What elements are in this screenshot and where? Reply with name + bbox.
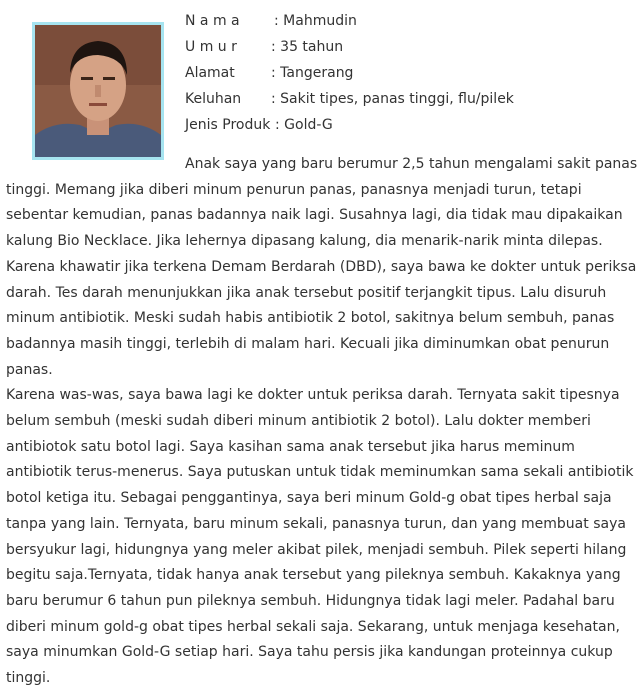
story-paragraph-1-body: tinggi. Memang jika diberi minum penurun panas, panasnya menjadi turun, tetapi sebentar kemudian, panas badannya naik lagi. Susahnya lagi, dia tidak mau dipakaikan kalung Bio Necklace. Jika lehernya dipasang kalung, dia menarik-narik minta dilepas. Karena khawatir jika terkena Demam Berdarah (DBD), saya bawa ke dokter untuk periksa darah. Tes darah menunjukkan jika anak tersebut positif terjangkit tipus. Lalu disuruh minum antibiotik. Meski sudah habis antibiotik 2 botol, sakitnya belum sembuh, panas badannya masih tinggi, terlebih di malam hari. Kecuali jika diminumkan obat penurun panas. <box>6 181 637 378</box>
portrait-image <box>35 25 161 157</box>
product-value: : Gold-G <box>275 117 333 133</box>
story-paragraph-1-opening: Anak saya yang baru berumur 2,5 tahun mengalami sakit panas <box>185 156 638 172</box>
name-label: N a m a <box>185 13 240 29</box>
address-value: : Tangerang <box>271 65 354 81</box>
testimonial-story <box>6 152 638 692</box>
complaint-label: Keluhan <box>185 91 242 107</box>
story-paragraph-2: Karena was-was, saya bawa lagi ke dokter untuk periksa darah. Ternyata sakit tipesnya belum sembuh (meski sudah diberi minum antibiotik 2 botol). Lalu dokter memberi antibiotok satu botol lagi. Saya kasihan sama anak tersebut jika harus meminum antibiotik terus-menerus. Saya putuskan untuk tidak meminumkan sama sekali antibiotik botol ketiga itu. Sebagai penggantinya, saya beri minum Gold-g obat tipes herbal saja tanpa yang lain. Ternyata, baru minum sekali, panasnya turun, dan yang membuat saya bersyukur lagi, hidungnya yang meler akibat pilek, menjadi sembuh. Pilek seperti hilang begitu saja.Ternyata, tidak hanya anak tersebut yang pileknya sembuh. Kakaknya yang baru berumur 6 tahun pun pileknya sembuh. Hidungnya tidak lagi meler. Padahal baru diberi minum gold-g obat tipes herbal sekali saja. Sekarang, untuk menjaga kesehatan, saya minumkan Gold-G setiap hari. Saya tahu persis jika kandungan proteinnya cukup tinggi. <box>6 387 634 687</box>
testimonial-photo <box>32 22 164 160</box>
complaint-value: : Sakit tipes, panas tinggi, flu/pilek <box>271 91 514 107</box>
address-label: Alamat <box>185 65 235 81</box>
product-label: Jenis Produk <box>185 117 271 133</box>
name-value: : Mahmudin <box>274 13 357 29</box>
age-value: : 35 tahun <box>271 39 344 55</box>
story-paragraph-1 <box>6 152 638 383</box>
age-label: U m u r <box>185 39 237 55</box>
